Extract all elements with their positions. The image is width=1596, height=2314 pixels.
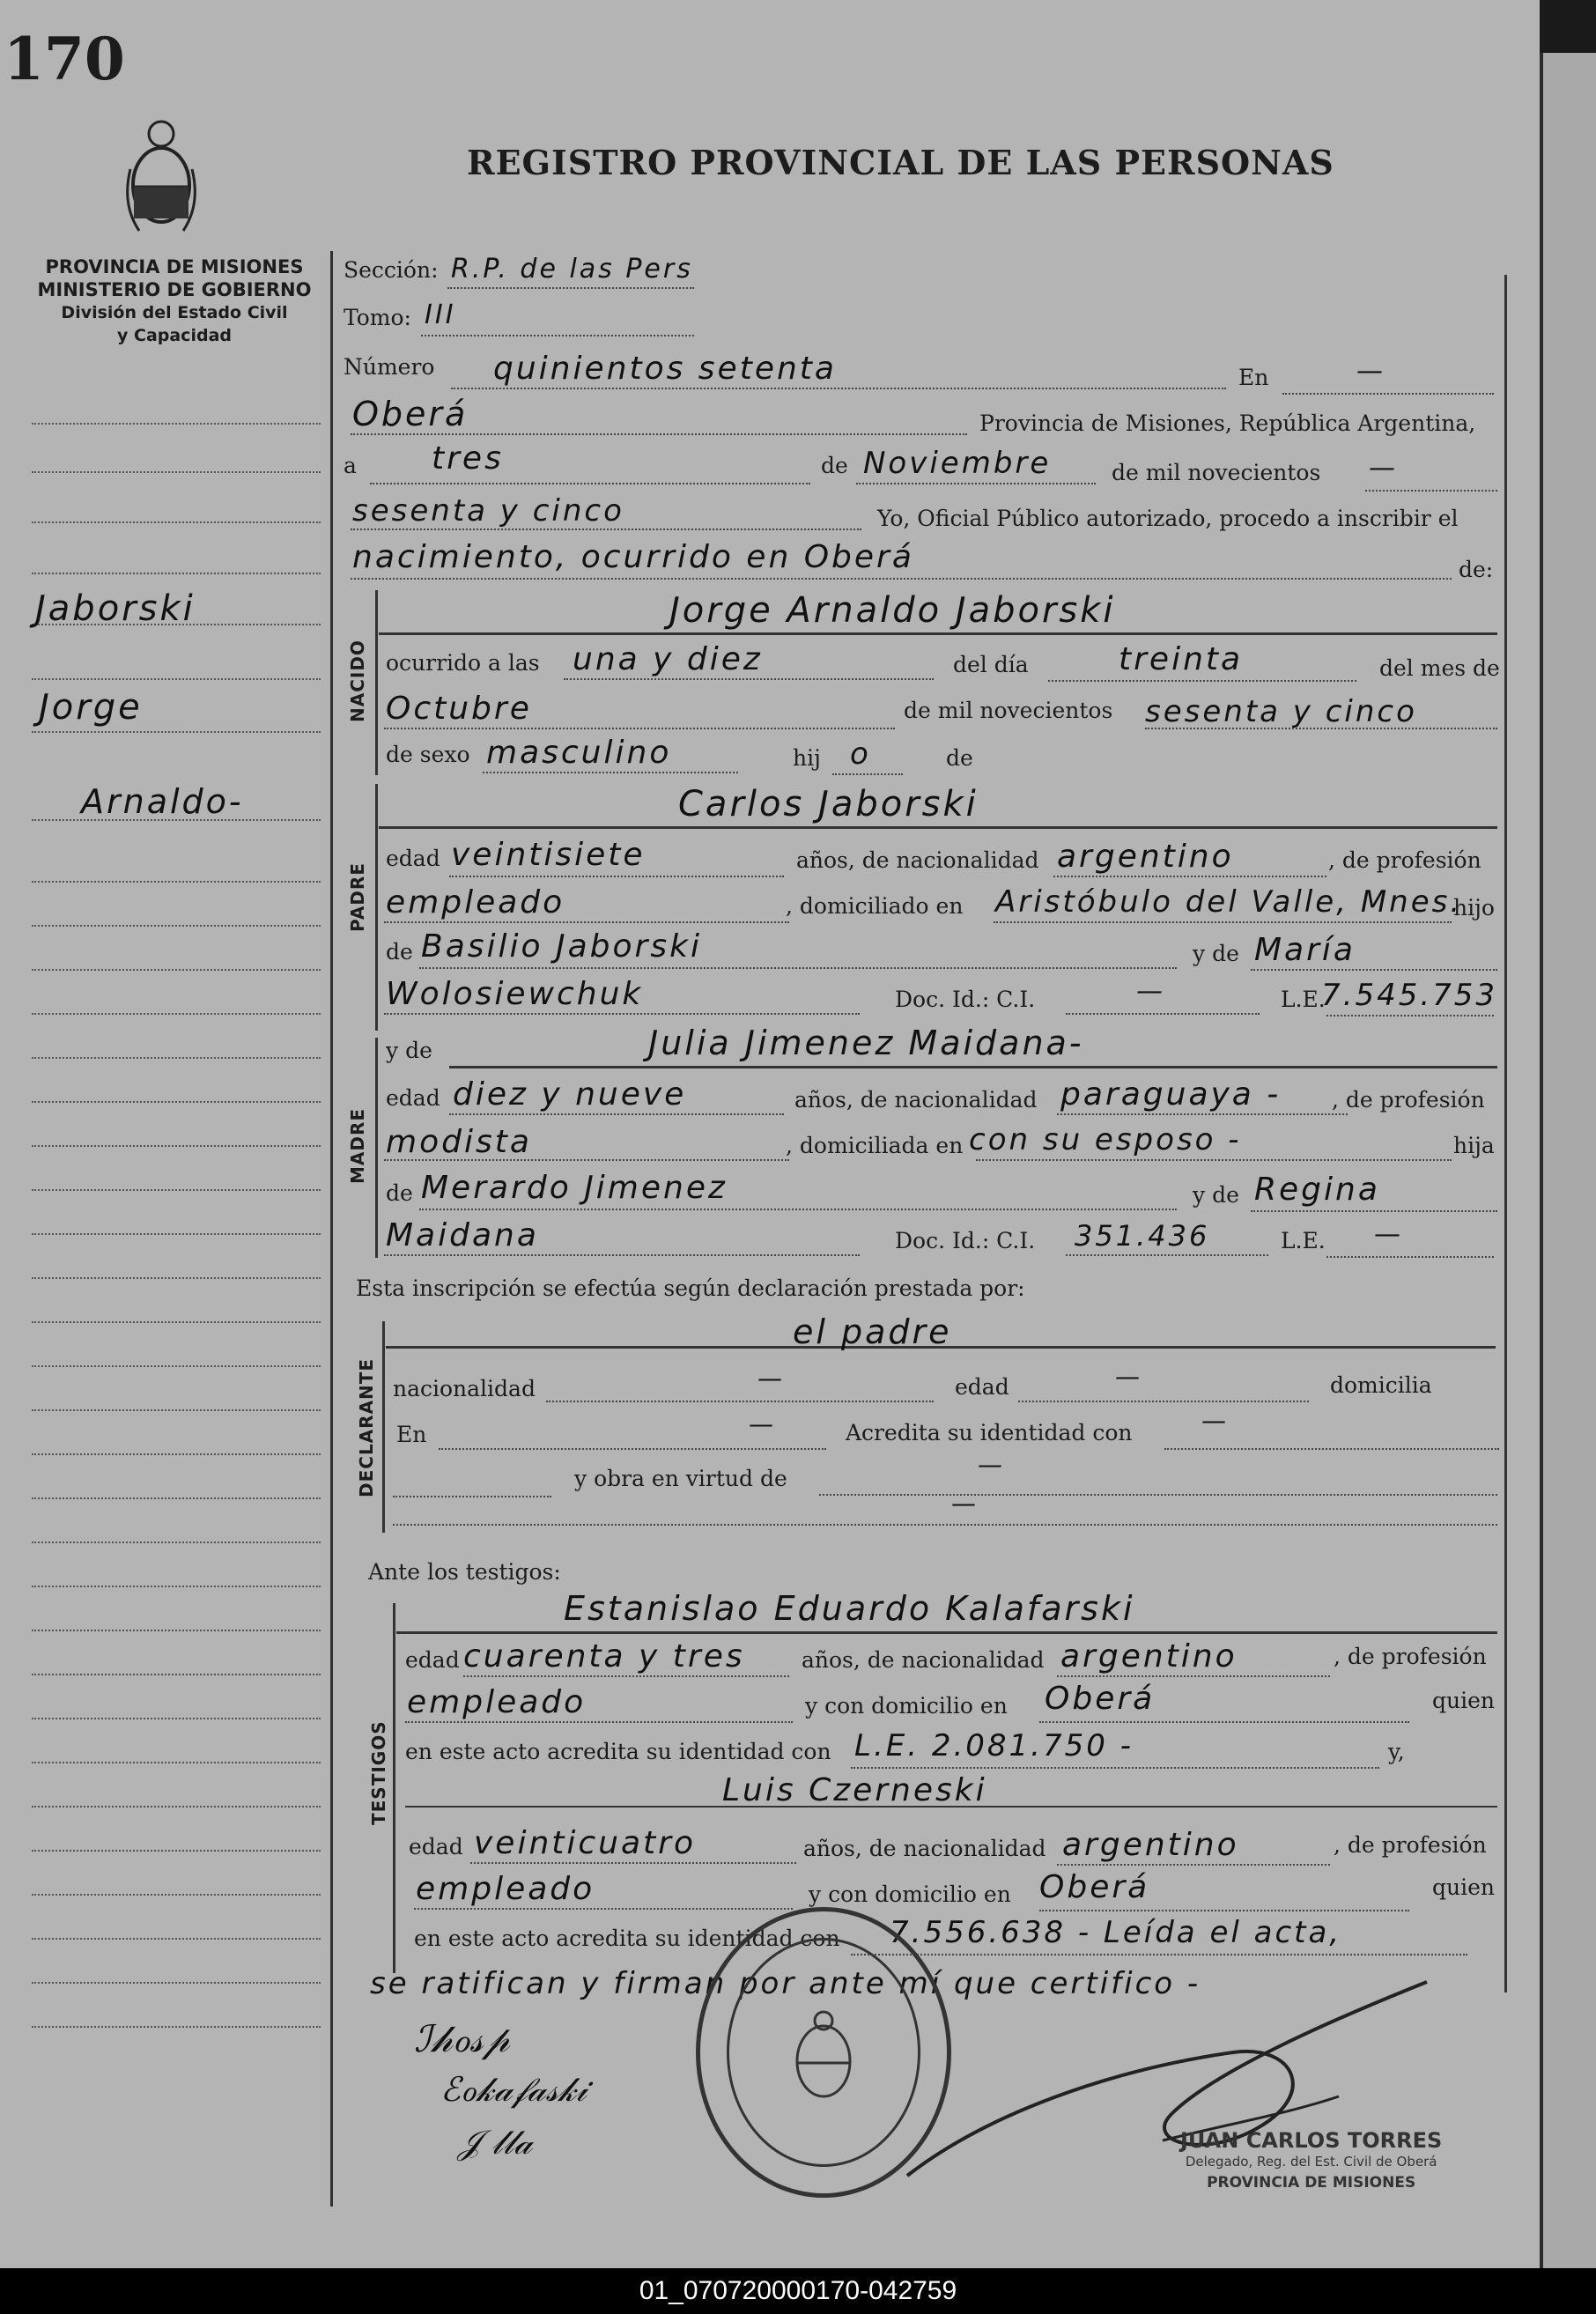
t2-edad-label: edad [409,1834,463,1859]
hour-value: una y diez [573,641,763,677]
madre-edad-label: edad [386,1085,440,1111]
birth-month-value: Octubre [386,691,532,727]
madre-name: Julia Jimenez Maidana- [648,1024,1084,1062]
en-label: En [1238,365,1269,390]
decl-en-label: En [396,1422,427,1447]
t2-nac-label: años, de nacionalidad [803,1836,1046,1861]
madre-madre2-value: Maidana [386,1217,539,1253]
t1-dom-value: Oberá [1045,1681,1156,1717]
madre-le-label: L.E. [1281,1228,1326,1253]
t2-prof-label: , de profesión [1334,1832,1487,1858]
margin-surname: Jaborski [35,588,196,629]
madre-prof-label: , de profesión [1332,1087,1485,1113]
main-right-rule [1504,275,1507,1992]
yo-oficial-label: Yo, Oficial Público autorizado, procedo a inscribir el [877,506,1459,531]
declarante-label: DECLARANTE [356,1357,377,1497]
decl-edad-value: — [1115,1362,1142,1391]
padre-nac-label: años, de nacionalidad [796,847,1039,873]
padre-edad-value: veintisiete [451,837,646,873]
adjacent-page-edge [1540,53,1596,2268]
de-label: de [821,453,848,478]
t2-dom-value: Oberá [1039,1869,1150,1905]
mil-novecientos-label: de mil novecientos [1112,460,1321,485]
madre-y-de-label-2: y de [1193,1182,1239,1208]
t1-edad-value: cuarenta y tres [463,1638,745,1675]
madre-label: MADRE [347,1107,368,1184]
padre-madre2-value: Wolosiewchuk [386,976,644,1012]
t1-prof-value: empleado [407,1684,587,1720]
madre-edad-value: diez y nueve [453,1076,687,1113]
declarante-value: el padre [793,1312,952,1351]
seal-crest-icon [784,2008,863,2105]
provincia-label: Provincia de Misiones, República Argentina, [979,410,1476,436]
hij-label: hij [793,745,821,771]
numero-label: Número [344,354,435,380]
official-name: JUAN CARLOS TORRES [1180,2128,1443,2153]
padre-hijo-de-value: Basilio Jaborski [421,928,702,965]
sex-value: masculino [486,735,672,771]
decl-obra2-value: — [951,1489,979,1518]
t2-prof-value: empleado [416,1871,595,1907]
t1-nac-label: años, de nacionalidad [802,1647,1045,1673]
month-value: Noviembre [863,446,1052,481]
decl-obra-label: y obra en virtud de [574,1466,787,1491]
issuer-division: División del Estado Civil [61,303,288,322]
decl-en-value: — [749,1409,776,1438]
seccion-label: Sección: [344,257,439,283]
madre-de-label: de [386,1180,413,1206]
padre-prof-label: , de profesión [1328,847,1481,873]
padre-madre-value: María [1254,932,1356,968]
madre-le-value: — [1374,1219,1403,1250]
t2-edad-value: veinticuatro [474,1825,696,1861]
closing-text: se ratifican y firman por ante mí que certifico - [370,1966,1201,2001]
place-value: Oberá [352,395,469,433]
madre-y-de-label: y de [386,1038,432,1063]
madre-ci-value: 351.436 [1075,1219,1210,1253]
act-value: nacimiento, ocurrido en Oberá [352,539,914,575]
issuer-block [25,255,324,347]
page-number: 170 [4,25,125,93]
numero-value: quinientos setenta [493,351,837,387]
madre-hija-label: hija [1453,1133,1495,1158]
birth-day-value: treinta [1119,641,1244,677]
padre-hijo-label: hijo [1453,895,1495,920]
padre-edad-label: edad [386,846,440,871]
issuer-province: PROVINCIA DE MISIONES [45,256,304,277]
ocurrido-label: ocurrido a las [386,650,540,676]
t2-quien-label: quien [1432,1874,1495,1900]
del-dia-label: del día [953,652,1029,677]
decl-obra-value: — [978,1450,1005,1479]
testigo1-name: Estanislao Eduardo Kalafarski [564,1589,1135,1628]
issuer-ministry: MINISTERIO DE GOBIERNO [37,279,312,300]
t2-dom-label: y con domicilio en [809,1882,1011,1907]
t1-quien-label: quien [1432,1688,1495,1713]
testigo2-name: Luis Czerneski [722,1772,987,1808]
main-left-rule [330,251,333,2207]
tomo-value: III [425,299,456,330]
padre-de-label: de [386,939,413,965]
testigos-label: TESTIGOS [368,1720,389,1825]
t2-acto-label: en este acto acredita su identidad con [414,1926,840,1951]
year-value: sesenta y cinco [352,493,624,529]
de-colon-label: de: [1459,557,1494,582]
decl-nac-label: nacionalidad [393,1376,536,1401]
del-mes-label: del mes de [1379,655,1500,681]
padre-doc-label: Doc. Id.: C.I. [895,987,1036,1012]
padre-name: Carlos Jaborski [678,784,979,824]
madre-prof-value: modista [386,1124,532,1160]
padre-dom-value: Aristóbulo del Valle, Mnes. [995,884,1463,920]
decl-domicilia-label: domicilia [1330,1372,1432,1398]
scan-id-footer: 01_070720000170-042759 [0,2268,1596,2314]
padre-ci-value: — [1136,976,1165,1007]
signature-2: ℰℴ𝓀𝒶𝒻𝒶𝓈𝓀𝒾 [440,2070,587,2109]
padre-prof-value: empleado [386,884,565,920]
declarante-bracket [382,1321,385,1533]
hij-suffix: o [850,736,871,772]
t1-edad-label: edad [405,1647,460,1673]
t1-nac-value: argentino [1060,1638,1238,1675]
t1-doc-value: L.E. 2.081.750 - [854,1728,1134,1763]
margin-name2: Arnaldo- [81,782,244,821]
padre-le-value: 7.545.753 [1321,978,1498,1013]
birth-year-value: sesenta y cinco [1145,694,1417,729]
en-value: — [1356,356,1385,387]
a-label: a [344,453,357,478]
madre-nac-label: años, de nacionalidad [794,1087,1038,1113]
official-province: PROVINCIA DE MISIONES [1207,2174,1416,2192]
madre-dom-label: , domiciliada en [786,1133,964,1158]
t2-nac-value: argentino [1062,1827,1239,1863]
coat-of-arms-icon [122,116,201,247]
t1-acto-label: en este acto acredita su identidad con [405,1739,831,1764]
nacido-label: NACIDO [347,639,368,722]
official-role: Delegado, Reg. del Est. Civil de Oberá [1185,2154,1437,2170]
t1-y-label: y, [1388,1739,1405,1764]
decl-acredita-value: — [1201,1406,1229,1435]
testigos-label-text: Ante los testigos: [368,1559,561,1585]
padre-dom-label: , domiciliado en [786,893,964,919]
padre-label: PADRE [347,862,368,932]
tomo-label: Tomo: [344,305,411,330]
t2-doc-value: 7.556.638 - Leída el acta, [890,1915,1342,1950]
nacido-bracket [375,590,378,775]
document-title: REGISTRO PROVINCIAL DE LAS PERSONAS [467,143,1334,182]
t1-dom-label: y con domicilio en [805,1693,1008,1719]
official-stamp-text [1180,2130,1442,2193]
padre-bracket [375,784,378,1031]
decl-nac-value: — [757,1364,785,1393]
madre-madre-value: Regina [1254,1172,1380,1208]
signature-1: ℐ𝒽ℴ𝓈𝓅 [414,2017,510,2060]
year-prefix-value: — [1369,453,1398,484]
decl-acredita-label: Acredita su identidad con [846,1420,1133,1445]
de-label-2: de [946,745,973,771]
seccion-value: R.P. de las Pers [451,254,693,285]
padre-le-label: L.E. [1281,987,1326,1012]
inscripcion-label: Esta inscripción se efectúa según declaración prestada por: [356,1275,1025,1301]
decl-edad-label: edad [955,1374,1009,1400]
birth-mil-label: de mil novecientos [904,698,1113,723]
margin-name1: Jorge [39,687,143,728]
padre-nac-value: argentino [1057,839,1234,875]
issuer-capacity: y Capacidad [117,326,232,345]
testigos-bracket [393,1603,395,1973]
sexo-label: de sexo [386,742,470,767]
nacido-name: Jorge Arnaldo Jaborski [669,590,1116,631]
madre-nac-value: paraguaya - [1060,1076,1282,1113]
t1-prof-label: , de profesión [1334,1644,1487,1669]
signature-3: 𝒥 𝓁𝓁𝒶 [458,2123,533,2162]
padre-y-de-label: y de [1193,941,1239,966]
madre-doc-label: Doc. Id.: C.I. [895,1228,1036,1253]
madre-dom-value: con su esposo - [969,1122,1242,1157]
madre-hija-de-value: Merardo Jimenez [421,1170,728,1206]
day-value: tres [432,440,504,477]
madre-bracket [375,1038,378,1258]
